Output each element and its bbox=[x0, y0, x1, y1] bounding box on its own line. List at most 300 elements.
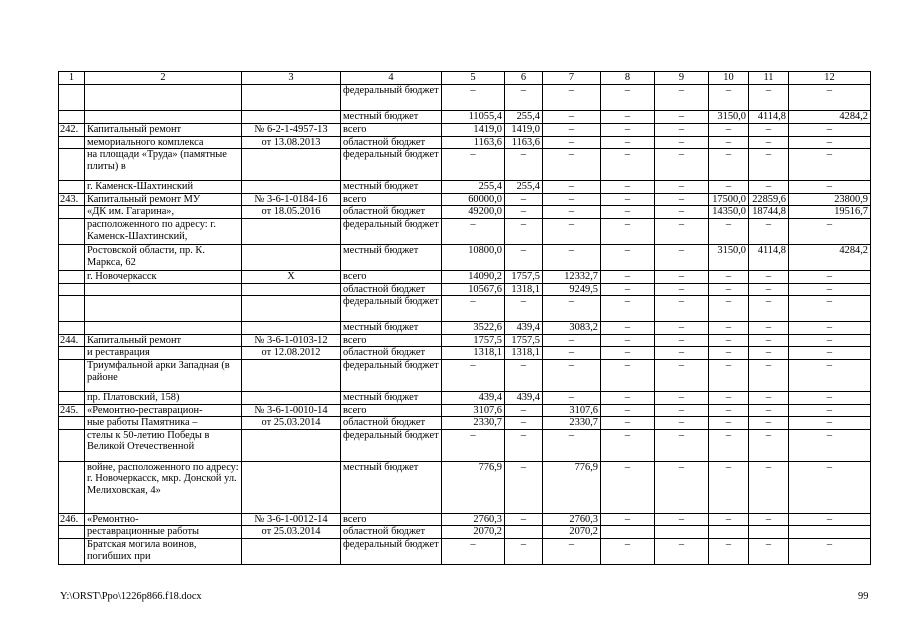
object-name: Ростовской области, пр. К. Маркса, 62 bbox=[85, 244, 242, 270]
col-7: – bbox=[543, 193, 601, 206]
col-6: 1757,5 bbox=[505, 334, 543, 347]
funding-source: федеральный бюджет bbox=[341, 538, 442, 564]
col-7: 12332,7 bbox=[543, 270, 601, 283]
object-name: Триумфальной арки Западная (в районе bbox=[85, 359, 242, 391]
funding-source: всего bbox=[341, 193, 442, 206]
col-12: – bbox=[789, 513, 871, 526]
header-cell: 5 bbox=[442, 72, 505, 85]
item-number bbox=[59, 296, 85, 322]
col-8: – bbox=[601, 322, 655, 335]
table-row bbox=[59, 218, 871, 244]
table-row bbox=[59, 513, 871, 526]
col-10 bbox=[709, 526, 749, 539]
col-11: – bbox=[749, 359, 789, 391]
funding-source: областной бюджет bbox=[341, 206, 442, 219]
col-6: – bbox=[505, 244, 543, 270]
document-number bbox=[242, 85, 341, 111]
col-12: 4284,2 bbox=[789, 244, 871, 270]
object-name: на площади «Труда» (памятные плиты) в bbox=[85, 149, 242, 181]
col-9: – bbox=[655, 218, 709, 244]
table-body bbox=[59, 85, 871, 565]
col-8: – bbox=[601, 461, 655, 513]
col-8 bbox=[601, 526, 655, 539]
col-10: 17500,0 bbox=[709, 193, 749, 206]
col-12: – bbox=[789, 391, 871, 404]
col-5: 1419,0 bbox=[442, 124, 505, 137]
item-number bbox=[59, 85, 85, 111]
header-cell: 12 bbox=[789, 72, 871, 85]
col-7: – bbox=[543, 347, 601, 360]
col-7: – bbox=[543, 206, 601, 219]
col-9: – bbox=[655, 538, 709, 564]
col-6: – bbox=[505, 359, 543, 391]
document-number: от 12.08.2012 bbox=[242, 347, 341, 360]
funding-source: всего bbox=[341, 124, 442, 137]
col-6: – bbox=[505, 404, 543, 417]
col-8: – bbox=[601, 85, 655, 111]
document-number: от 13.08.2013 bbox=[242, 136, 341, 149]
header-cell: 7 bbox=[543, 72, 601, 85]
document-number bbox=[242, 359, 341, 391]
col-9: – bbox=[655, 429, 709, 461]
col-12: – bbox=[789, 149, 871, 181]
item-number bbox=[59, 417, 85, 430]
col-12: – bbox=[789, 85, 871, 111]
item-number bbox=[59, 526, 85, 539]
col-11: – bbox=[749, 538, 789, 564]
col-9: – bbox=[655, 513, 709, 526]
col-11: 4114,8 bbox=[749, 111, 789, 124]
col-7: 2760,3 bbox=[543, 513, 601, 526]
col-11: – bbox=[749, 334, 789, 347]
item-number bbox=[59, 538, 85, 564]
col-6: – bbox=[505, 218, 543, 244]
col-10: – bbox=[709, 334, 749, 347]
col-5: 1757,5 bbox=[442, 334, 505, 347]
item-number bbox=[59, 283, 85, 296]
col-7: – bbox=[543, 218, 601, 244]
col-7: – bbox=[543, 296, 601, 322]
col-12: 23800,9 bbox=[789, 193, 871, 206]
item-number bbox=[59, 244, 85, 270]
budget-table-page bbox=[58, 71, 870, 565]
col-5: – bbox=[442, 429, 505, 461]
col-9: – bbox=[655, 334, 709, 347]
table-row bbox=[59, 136, 871, 149]
header-cell: 4 bbox=[341, 72, 442, 85]
col-5: 2760,3 bbox=[442, 513, 505, 526]
col-7: 9249,5 bbox=[543, 283, 601, 296]
col-12: – bbox=[789, 296, 871, 322]
table-row bbox=[59, 404, 871, 417]
document-number: от 25.03.2014 bbox=[242, 417, 341, 430]
document-number bbox=[242, 181, 341, 194]
page-number: 99 bbox=[858, 591, 869, 602]
col-6: – bbox=[505, 513, 543, 526]
col-9: – bbox=[655, 391, 709, 404]
col-8: – bbox=[601, 359, 655, 391]
document-number: № 3-6-1-0184-16 bbox=[242, 193, 341, 206]
col-7: – bbox=[543, 334, 601, 347]
col-5: 2330,7 bbox=[442, 417, 505, 430]
document-number bbox=[242, 429, 341, 461]
document-number bbox=[242, 283, 341, 296]
table-row bbox=[59, 124, 871, 137]
col-6: – bbox=[505, 296, 543, 322]
col-12: – bbox=[789, 322, 871, 335]
col-9: – bbox=[655, 359, 709, 391]
col-10: – bbox=[709, 391, 749, 404]
col-12: – bbox=[789, 218, 871, 244]
col-12: – bbox=[789, 359, 871, 391]
funding-source: всего bbox=[341, 404, 442, 417]
object-name: и реставрация bbox=[85, 347, 242, 360]
table-row bbox=[59, 181, 871, 194]
funding-source: местный бюджет bbox=[341, 391, 442, 404]
document-number: № 3-6-1-0010-14 bbox=[242, 404, 341, 417]
col-8: – bbox=[601, 391, 655, 404]
funding-source: федеральный бюджет bbox=[341, 429, 442, 461]
col-9: – bbox=[655, 417, 709, 430]
col-7: – bbox=[543, 124, 601, 137]
table-row bbox=[59, 461, 871, 513]
document-number: № 3-6-1-0012-14 bbox=[242, 513, 341, 526]
col-12: – bbox=[789, 538, 871, 564]
col-9: – bbox=[655, 193, 709, 206]
col-9: – bbox=[655, 111, 709, 124]
col-7: – bbox=[543, 111, 601, 124]
col-12: – bbox=[789, 181, 871, 194]
col-11: – bbox=[749, 391, 789, 404]
funding-source: федеральный бюджет bbox=[341, 149, 442, 181]
col-12: – bbox=[789, 347, 871, 360]
col-8: – bbox=[601, 206, 655, 219]
col-8: – bbox=[601, 347, 655, 360]
item-number bbox=[59, 270, 85, 283]
col-6: 439,4 bbox=[505, 391, 543, 404]
col-8: – bbox=[601, 124, 655, 137]
col-7: – bbox=[543, 538, 601, 564]
col-8: – bbox=[601, 149, 655, 181]
header-row bbox=[59, 72, 871, 85]
col-7: – bbox=[543, 136, 601, 149]
object-name: стелы к 50-летию Победы в Великой Отечественной bbox=[85, 429, 242, 461]
col-9 bbox=[655, 526, 709, 539]
funding-source: местный бюджет bbox=[341, 111, 442, 124]
col-7: 3107,6 bbox=[543, 404, 601, 417]
document-number: № 6-2-1-4957-13 bbox=[242, 124, 341, 137]
table-row bbox=[59, 429, 871, 461]
table-row bbox=[59, 359, 871, 391]
col-10: – bbox=[709, 429, 749, 461]
funding-source: областной бюджет bbox=[341, 136, 442, 149]
col-12: – bbox=[789, 404, 871, 417]
col-7: 2330,7 bbox=[543, 417, 601, 430]
col-11: – bbox=[749, 124, 789, 137]
col-6: 1318,1 bbox=[505, 283, 543, 296]
document-number: от 18.05.2016 bbox=[242, 206, 341, 219]
table-row bbox=[59, 206, 871, 219]
header-cell: 2 bbox=[85, 72, 242, 85]
col-5: 255,4 bbox=[442, 181, 505, 194]
col-6: 255,4 bbox=[505, 111, 543, 124]
item-number bbox=[59, 391, 85, 404]
col-9: – bbox=[655, 136, 709, 149]
col-11: – bbox=[749, 149, 789, 181]
col-6: 255,4 bbox=[505, 181, 543, 194]
col-10: – bbox=[709, 404, 749, 417]
col-6: – bbox=[505, 193, 543, 206]
item-number bbox=[59, 111, 85, 124]
object-name: «Ремонтно-реставрацион- bbox=[85, 404, 242, 417]
document-number bbox=[242, 149, 341, 181]
document-number bbox=[242, 296, 341, 322]
funding-source: федеральный бюджет bbox=[341, 359, 442, 391]
item-number bbox=[59, 429, 85, 461]
col-9: – bbox=[655, 270, 709, 283]
document-number bbox=[242, 538, 341, 564]
col-10: – bbox=[709, 136, 749, 149]
col-10: – bbox=[709, 417, 749, 430]
item-number bbox=[59, 322, 85, 335]
col-6: – bbox=[505, 538, 543, 564]
col-5: 1318,1 bbox=[442, 347, 505, 360]
col-8: – bbox=[601, 296, 655, 322]
col-8: – bbox=[601, 334, 655, 347]
col-5: 60000,0 bbox=[442, 193, 505, 206]
col-9: – bbox=[655, 322, 709, 335]
col-10: – bbox=[709, 181, 749, 194]
table-row bbox=[59, 193, 871, 206]
col-10: – bbox=[709, 218, 749, 244]
item-number bbox=[59, 181, 85, 194]
item-number bbox=[59, 136, 85, 149]
table-row bbox=[59, 322, 871, 335]
object-name bbox=[85, 283, 242, 296]
file-path: Y:\ORST\Ppo\1226p866.f18.docx bbox=[60, 591, 202, 602]
item-number bbox=[59, 461, 85, 513]
col-7: 776,9 bbox=[543, 461, 601, 513]
object-name: мемориального комплекса bbox=[85, 136, 242, 149]
col-11: – bbox=[749, 283, 789, 296]
item-number: 244. bbox=[59, 334, 85, 347]
funding-source: всего bbox=[341, 334, 442, 347]
col-7: – bbox=[543, 244, 601, 270]
col-10: 3150,0 bbox=[709, 244, 749, 270]
funding-source: областной бюджет bbox=[341, 283, 442, 296]
col-6: – bbox=[505, 149, 543, 181]
col-5: – bbox=[442, 85, 505, 111]
col-10: – bbox=[709, 347, 749, 360]
object-name: Капитальный ремонт bbox=[85, 124, 242, 137]
object-name bbox=[85, 322, 242, 335]
col-6: 1757,5 bbox=[505, 270, 543, 283]
col-9: – bbox=[655, 461, 709, 513]
col-5: – bbox=[442, 149, 505, 181]
col-10: – bbox=[709, 85, 749, 111]
col-11: – bbox=[749, 270, 789, 283]
document-number: № 3-6-1-0103-12 bbox=[242, 334, 341, 347]
col-5: 14090,2 bbox=[442, 270, 505, 283]
document-number bbox=[242, 461, 341, 513]
col-10: – bbox=[709, 461, 749, 513]
col-11: – bbox=[749, 417, 789, 430]
object-name: расположенного по адресу: г. Каменск-Шахтинский, bbox=[85, 218, 242, 244]
funding-source: местный бюджет bbox=[341, 461, 442, 513]
item-number bbox=[59, 359, 85, 391]
col-11: – bbox=[749, 136, 789, 149]
col-11 bbox=[749, 526, 789, 539]
item-number bbox=[59, 347, 85, 360]
col-10: – bbox=[709, 359, 749, 391]
funding-source: областной бюджет bbox=[341, 526, 442, 539]
col-10: – bbox=[709, 283, 749, 296]
item-number: 243. bbox=[59, 193, 85, 206]
table-row bbox=[59, 334, 871, 347]
object-name: «ДК им. Гагарина», bbox=[85, 206, 242, 219]
col-5: 3107,6 bbox=[442, 404, 505, 417]
col-11: – bbox=[749, 513, 789, 526]
funding-source: местный бюджет bbox=[341, 244, 442, 270]
col-6 bbox=[505, 526, 543, 539]
col-8: – bbox=[601, 244, 655, 270]
header-cell: 9 bbox=[655, 72, 709, 85]
object-name: ные работы Памятника – bbox=[85, 417, 242, 430]
col-11: – bbox=[749, 347, 789, 360]
col-11: – bbox=[749, 181, 789, 194]
col-7: – bbox=[543, 429, 601, 461]
col-7: – bbox=[543, 149, 601, 181]
col-11: 22859,6 bbox=[749, 193, 789, 206]
col-9: – bbox=[655, 181, 709, 194]
col-10: – bbox=[709, 149, 749, 181]
col-5: 1163,6 bbox=[442, 136, 505, 149]
document-number bbox=[242, 322, 341, 335]
col-12: – bbox=[789, 417, 871, 430]
col-10: – bbox=[709, 538, 749, 564]
col-8: – bbox=[601, 111, 655, 124]
col-6: – bbox=[505, 429, 543, 461]
col-8: – bbox=[601, 429, 655, 461]
budget-table bbox=[58, 71, 871, 565]
col-6: – bbox=[505, 417, 543, 430]
col-10: – bbox=[709, 322, 749, 335]
document-number: от 25.03.2014 bbox=[242, 526, 341, 539]
col-10: 3150,0 bbox=[709, 111, 749, 124]
funding-source: областной бюджет bbox=[341, 417, 442, 430]
col-7: – bbox=[543, 85, 601, 111]
table-row bbox=[59, 270, 871, 283]
col-9: – bbox=[655, 206, 709, 219]
header-cell: 11 bbox=[749, 72, 789, 85]
funding-source: федеральный бюджет bbox=[341, 218, 442, 244]
col-6: 1318,1 bbox=[505, 347, 543, 360]
object-name: г. Новочеркасск bbox=[85, 270, 242, 283]
col-7: – bbox=[543, 391, 601, 404]
col-11: – bbox=[749, 218, 789, 244]
col-6: 439,4 bbox=[505, 322, 543, 335]
col-7: – bbox=[543, 181, 601, 194]
col-6: – bbox=[505, 85, 543, 111]
col-5: 3522,6 bbox=[442, 322, 505, 335]
object-name: войне, расположенного по адресу: г. Новочеркасск, мкр. Донской ул. Мелиховская, 4» bbox=[85, 461, 242, 513]
object-name bbox=[85, 85, 242, 111]
funding-source: федеральный бюджет bbox=[341, 296, 442, 322]
col-9: – bbox=[655, 149, 709, 181]
col-11: – bbox=[749, 85, 789, 111]
col-8: – bbox=[601, 538, 655, 564]
table-row bbox=[59, 296, 871, 322]
col-5: – bbox=[442, 218, 505, 244]
header-cell: 3 bbox=[242, 72, 341, 85]
header-cell: 8 bbox=[601, 72, 655, 85]
col-5: – bbox=[442, 296, 505, 322]
object-name bbox=[85, 111, 242, 124]
col-12: – bbox=[789, 461, 871, 513]
col-8: – bbox=[601, 181, 655, 194]
object-name: Капитальный ремонт bbox=[85, 334, 242, 347]
col-11: – bbox=[749, 296, 789, 322]
col-5: 11055,4 bbox=[442, 111, 505, 124]
col-8: – bbox=[601, 513, 655, 526]
col-9: – bbox=[655, 244, 709, 270]
col-12: – bbox=[789, 334, 871, 347]
funding-source: областной бюджет bbox=[341, 347, 442, 360]
col-9: – bbox=[655, 347, 709, 360]
item-number: 246. bbox=[59, 513, 85, 526]
col-5: 10800,0 bbox=[442, 244, 505, 270]
col-12: – bbox=[789, 429, 871, 461]
table-row bbox=[59, 283, 871, 296]
col-6: – bbox=[505, 206, 543, 219]
item-number bbox=[59, 218, 85, 244]
funding-source: федеральный бюджет bbox=[341, 85, 442, 111]
col-12: – bbox=[789, 136, 871, 149]
funding-source: всего bbox=[341, 513, 442, 526]
col-11: – bbox=[749, 322, 789, 335]
col-10: – bbox=[709, 513, 749, 526]
col-6: – bbox=[505, 461, 543, 513]
document-number bbox=[242, 111, 341, 124]
col-10: 14350,0 bbox=[709, 206, 749, 219]
col-11: 4114,8 bbox=[749, 244, 789, 270]
header-cell: 10 bbox=[709, 72, 749, 85]
col-6: 1163,6 bbox=[505, 136, 543, 149]
col-7: 2070,2 bbox=[543, 526, 601, 539]
object-name: пр. Платовский, 158) bbox=[85, 391, 242, 404]
table-row bbox=[59, 526, 871, 539]
col-9: – bbox=[655, 124, 709, 137]
col-5: – bbox=[442, 359, 505, 391]
col-11: – bbox=[749, 461, 789, 513]
col-9: – bbox=[655, 404, 709, 417]
col-10: – bbox=[709, 270, 749, 283]
col-12 bbox=[789, 526, 871, 539]
document-number bbox=[242, 391, 341, 404]
document-number bbox=[242, 218, 341, 244]
item-number: 242. bbox=[59, 124, 85, 137]
col-8: – bbox=[601, 136, 655, 149]
table-row bbox=[59, 391, 871, 404]
table-row bbox=[59, 417, 871, 430]
col-5: 49200,0 bbox=[442, 206, 505, 219]
funding-source: местный бюджет bbox=[341, 181, 442, 194]
item-number bbox=[59, 149, 85, 181]
col-11: – bbox=[749, 429, 789, 461]
item-number: 245. bbox=[59, 404, 85, 417]
col-8: – bbox=[601, 283, 655, 296]
col-11: – bbox=[749, 404, 789, 417]
